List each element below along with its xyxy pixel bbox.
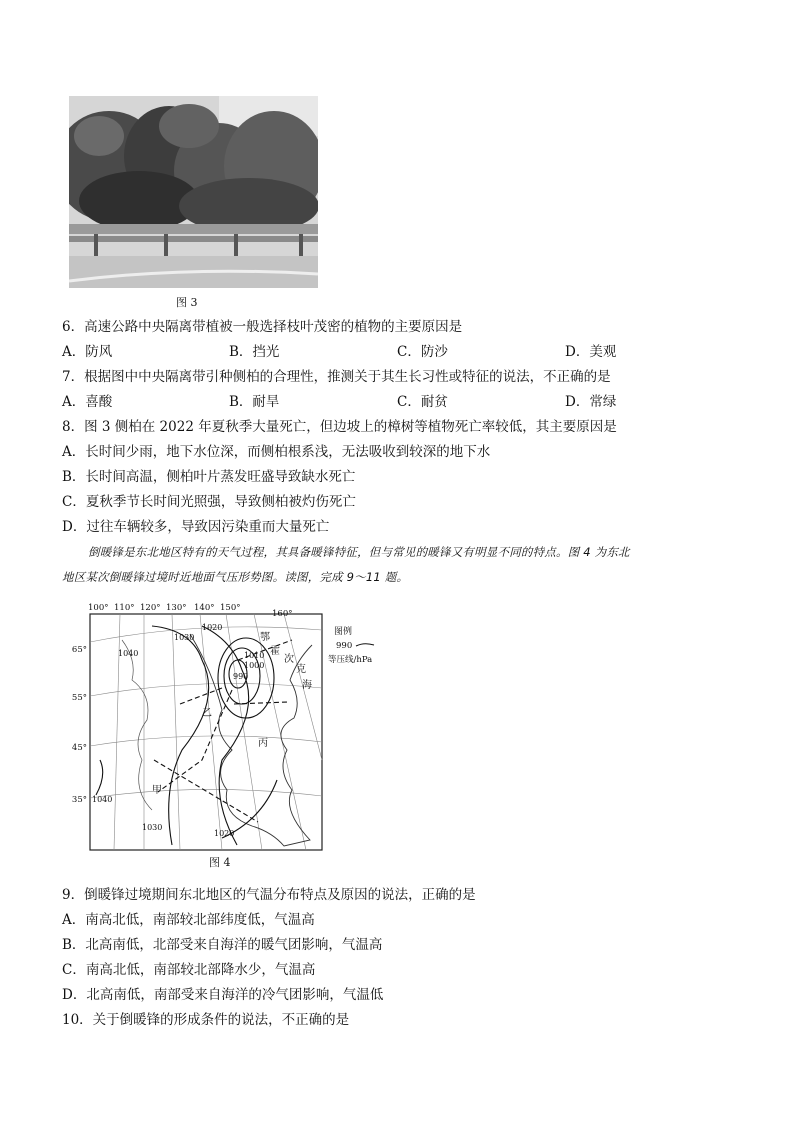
pressure-map-svg	[62, 600, 392, 872]
lon-label-100: 100°	[88, 603, 109, 613]
question-6-option-b[interactable]: B．挡光	[229, 344, 280, 360]
map-legend	[328, 625, 374, 665]
figure-3-caption: 图 3	[176, 296, 198, 309]
lat-label-45: 45°	[71, 743, 87, 753]
isobar-label-1040-north: 1040	[118, 649, 139, 658]
question-7-stem: 7．根据图中中央隔离带引种侧柏的合理性，推测关于其生长习性或特征的说法，不正确的是	[62, 369, 611, 385]
question-7-option-d[interactable]: D．常绿	[565, 394, 617, 410]
question-9-option-b[interactable]: B．北高南低，北部受来自海洋的暖气团影响，气温高	[62, 937, 383, 953]
sea-label-e: 鄂	[260, 632, 270, 643]
figure-4-caption: 图 4	[209, 856, 231, 869]
legend-isobar-sample	[356, 644, 374, 646]
isobar-label-990: 990	[233, 672, 249, 681]
question-8-option-c[interactable]: C．夏秋季节长时间光照强，导致侧柏被灼伤死亡	[62, 494, 356, 510]
isobar-label-1030-south: 1030	[142, 823, 163, 832]
question-7-option-b[interactable]: B．耐旱	[229, 394, 280, 410]
lon-label-150: 150°	[220, 603, 241, 613]
isobar-label-1040-south: 1040	[92, 795, 113, 804]
question-8-stem: 8．图 3 侧柏在 2022 年夏秋季大量死亡，但边坡上的樟树等植物死亡率较低，其主要原因是	[62, 419, 617, 435]
isobar-label-1020-north: 1020	[202, 623, 223, 632]
place-label-yi: 乙	[202, 708, 212, 719]
question-6-option-d[interactable]: D．美观	[565, 344, 617, 360]
isobar-label-1020-south: 1020	[214, 829, 235, 838]
lon-label-130: 130°	[166, 603, 187, 613]
legend-value: 990	[336, 641, 353, 651]
question-7-option-a[interactable]: A．喜酸	[62, 394, 113, 410]
figure-4-map	[62, 600, 392, 872]
question-6-option-c[interactable]: C．防沙	[397, 344, 448, 360]
question-9-option-a[interactable]: A．南高北低，南部较北部纬度低，气温高	[62, 912, 315, 928]
question-9-option-d[interactable]: D．北高南低，南部受来自海洋的冷气团影响，气温低	[62, 987, 384, 1003]
isobar-label-1000: 1000	[244, 661, 265, 670]
question-9-option-c[interactable]: C．南高北低，南部较北部降水少，气温高	[62, 962, 316, 978]
sea-label-ci: 次	[284, 654, 294, 665]
median-strip-photo-illustration	[69, 96, 318, 288]
isobar-label-1010: 1010	[244, 651, 265, 660]
lon-label-160: 160°	[272, 609, 293, 619]
passage-line-2: 地区某次倒暖锋过境时近地面气压形势图。读图，完成 9～11 题。	[62, 570, 409, 584]
question-10-stem: 10．关于倒暖锋的形成条件的说法，不正确的是	[62, 1012, 350, 1028]
lat-label-35: 35°	[71, 795, 87, 805]
question-8-option-d[interactable]: D．过往车辆较多，导致因污染重而大量死亡	[62, 519, 330, 535]
question-8-option-a[interactable]: A．长时间少雨，地下水位深，而侧柏根系浅，无法吸收到较深的地下水	[62, 444, 491, 460]
lon-label-110: 110°	[114, 603, 135, 613]
passage-line-1: 倒暖锋是东北地区特有的天气过程，其具备暖锋特征，但与常见的暖锋又有明显不同的特点。图 4 为东北	[88, 545, 630, 559]
question-6-stem: 6．高速公路中央隔离带植被一般选择枝叶茂密的植物的主要原因是	[62, 319, 463, 335]
place-label-bing: 丙	[258, 738, 268, 749]
question-6-option-a[interactable]: A．防风	[62, 344, 113, 360]
figure-3-photo	[69, 96, 318, 288]
legend-text: 等压线/hPa	[328, 655, 373, 665]
lon-label-140: 140°	[194, 603, 215, 613]
legend-title: 图例	[334, 627, 353, 637]
place-label-jia: 甲	[152, 785, 162, 796]
question-7-option-c[interactable]: C．耐贫	[397, 394, 448, 410]
lon-label-120: 120°	[140, 603, 161, 613]
question-8-option-b[interactable]: B．长时间高温，侧柏叶片蒸发旺盛导致缺水死亡	[62, 469, 356, 485]
sea-label-huo: 霍	[270, 646, 280, 657]
question-9-stem: 9．倒暖锋过境期间东北地区的气温分布特点及原因的说法，正确的是	[62, 887, 476, 903]
lat-label-55: 55°	[71, 693, 87, 703]
isobar-label-1030-north: 1030	[174, 633, 195, 642]
sea-label-ke: 克	[296, 664, 306, 675]
sea-label-hai: 海	[302, 680, 312, 691]
lat-label-65: 65°	[71, 645, 87, 655]
